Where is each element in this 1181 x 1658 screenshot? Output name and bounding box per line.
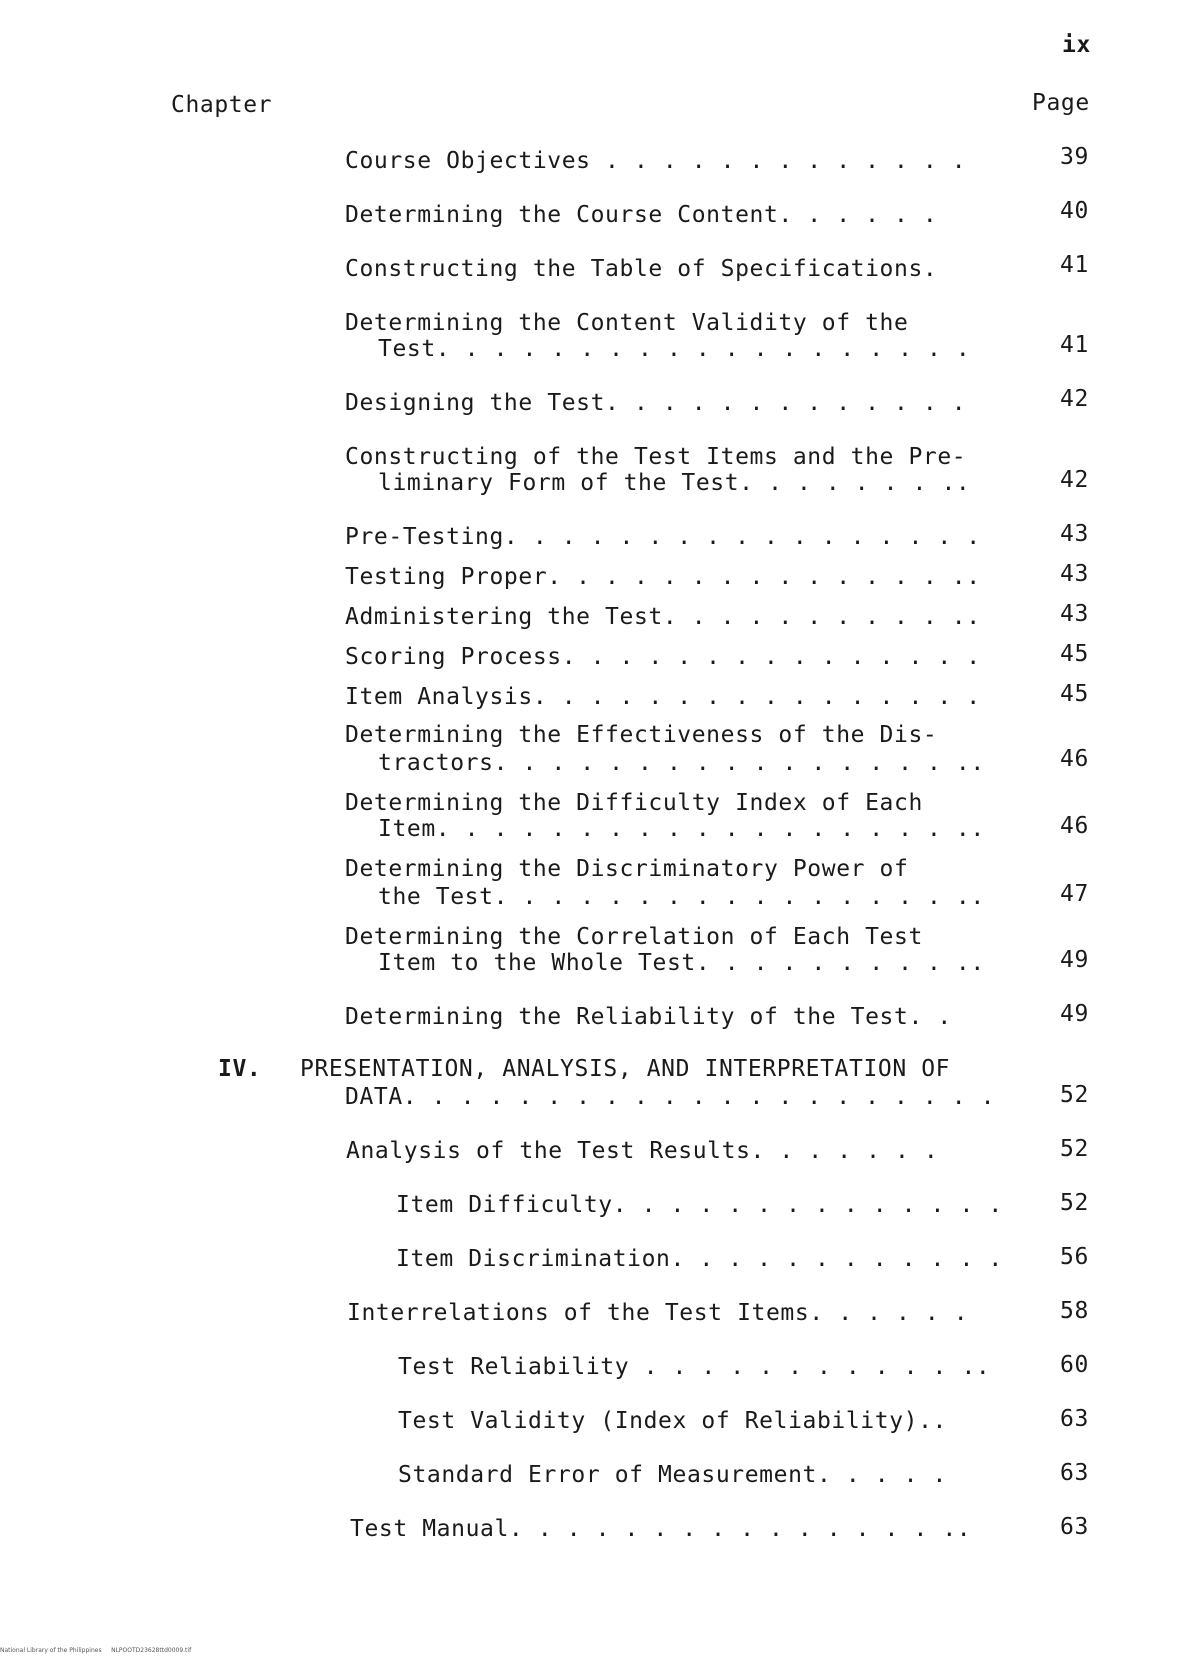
toc-entry-page: 63 [1060,1514,1089,1540]
toc-entry-text-cont: liminary Form of the Test. . . . . . . .. [378,470,971,496]
toc-entry-page: 43 [1060,561,1089,587]
toc-entry-page: 46 [1060,813,1089,839]
toc-entry-text: Test Validity (Index of Reliability).. [398,1408,947,1434]
toc-entry-page: 52 [1060,1190,1089,1216]
scan-footer: National Library of the Philippines NLPOOTD23628ttd0009.tif [0,1647,192,1654]
toc-entry-text: Standard Error of Measurement. . . . . [398,1462,947,1488]
toc-entry-text: Test Manual. . . . . . . . . . . . . . . .. [350,1516,972,1542]
toc-entry-text: Test Reliability . . . . . . . . . . . .. [398,1354,991,1380]
toc-entry-text: Designing the Test. . . . . . . . . . . . . [345,390,967,416]
chapter-title: PRESENTATION, ANALYSIS, AND INTERPRETATION OF [300,1056,951,1082]
toc-entry-page: 49 [1060,1001,1089,1027]
toc-entry-text: Analysis of the Test Results. . . . . . . [346,1138,939,1164]
toc-entry-text: Course Objectives . . . . . . . . . . . . . [345,148,967,174]
toc-entry-text: Determining the Reliability of the Test. . [345,1004,952,1030]
toc-entry-page: 47 [1060,881,1089,907]
page-number: ix [1062,32,1091,58]
toc-entry-page: 43 [1060,601,1089,627]
toc-entry-page: 52 [1060,1136,1089,1162]
toc-entry-page: 45 [1060,641,1089,667]
toc-entry-page: 58 [1060,1298,1089,1324]
toc-entry-page: 45 [1060,681,1089,707]
toc-entry-text-cont: the Test. . . . . . . . . . . . . . . . .. [378,884,985,910]
toc-entry-text: Determining the Course Content. . . . . . [345,202,938,228]
toc-entry-text: Administering the Test. . . . . . . . . . .. [345,604,981,630]
toc-entry-text-cont: Item. . . . . . . . . . . . . . . . . . .. [378,816,985,842]
toc-entry-text: Constructing the Table of Specifications. [345,256,938,282]
toc-entry-page: 43 [1060,521,1089,547]
toc-entry-text: Item Discrimination. . . . . . . . . . . . [396,1246,1003,1272]
toc-entry-text: Item Analysis. . . . . . . . . . . . . . . . [345,684,981,710]
toc-entry-text: Constructing of the Test Items and the Pre- [345,444,967,470]
toc-entry-page: 42 [1060,386,1089,412]
toc-entry-text: Determining the Effectiveness of the Dis- [345,722,938,748]
toc-entry-page: 46 [1060,746,1089,772]
toc-entry-page: 63 [1060,1460,1089,1486]
toc-entry-text-cont: tractors. . . . . . . . . . . . . . . . .. [378,750,985,776]
toc-entry-page: 40 [1060,198,1089,224]
toc-entry-text: Determining the Correlation of Each Test [345,924,923,950]
toc-entry-text: Testing Proper. . . . . . . . . . . . . . .. [345,564,981,590]
toc-entry-page: 41 [1060,332,1089,358]
chapter-numeral: IV. [218,1056,262,1082]
toc-entry-page: 63 [1060,1406,1089,1432]
chapter-page: 52 [1060,1082,1089,1108]
toc-entry-page: 42 [1060,467,1089,493]
toc-entry-page: 41 [1060,252,1089,278]
toc-entry-page: 39 [1060,144,1089,170]
toc-entry-page: 49 [1060,947,1089,973]
toc-entry-text: Interrelations of the Test Items. . . . . . [347,1300,969,1326]
chapter-title-cont: DATA. . . . . . . . . . . . . . . . . . . . . [345,1084,996,1110]
page-header: Page [1032,90,1090,116]
toc-entry-text: Item Difficulty. . . . . . . . . . . . . . [396,1192,1003,1218]
toc-entry-text: Determining the Difficulty Index of Each [345,790,923,816]
toc-entry-text: Determining the Discriminatory Power of [345,856,909,882]
toc-entry-page: 56 [1060,1244,1089,1270]
toc-entry-page: 60 [1060,1352,1089,1378]
toc-entry-text: Scoring Process. . . . . . . . . . . . . . . [345,644,981,670]
toc-entry-text-cont: Item to the Whole Test. . . . . . . . . .. [378,950,985,976]
toc-entry-text: Determining the Content Validity of the [345,310,909,336]
chapter-header: Chapter [171,92,273,118]
toc-entry-text-cont: Test. . . . . . . . . . . . . . . . . . . [378,336,971,362]
toc-entry-text: Pre-Testing. . . . . . . . . . . . . . . . . [345,524,981,550]
